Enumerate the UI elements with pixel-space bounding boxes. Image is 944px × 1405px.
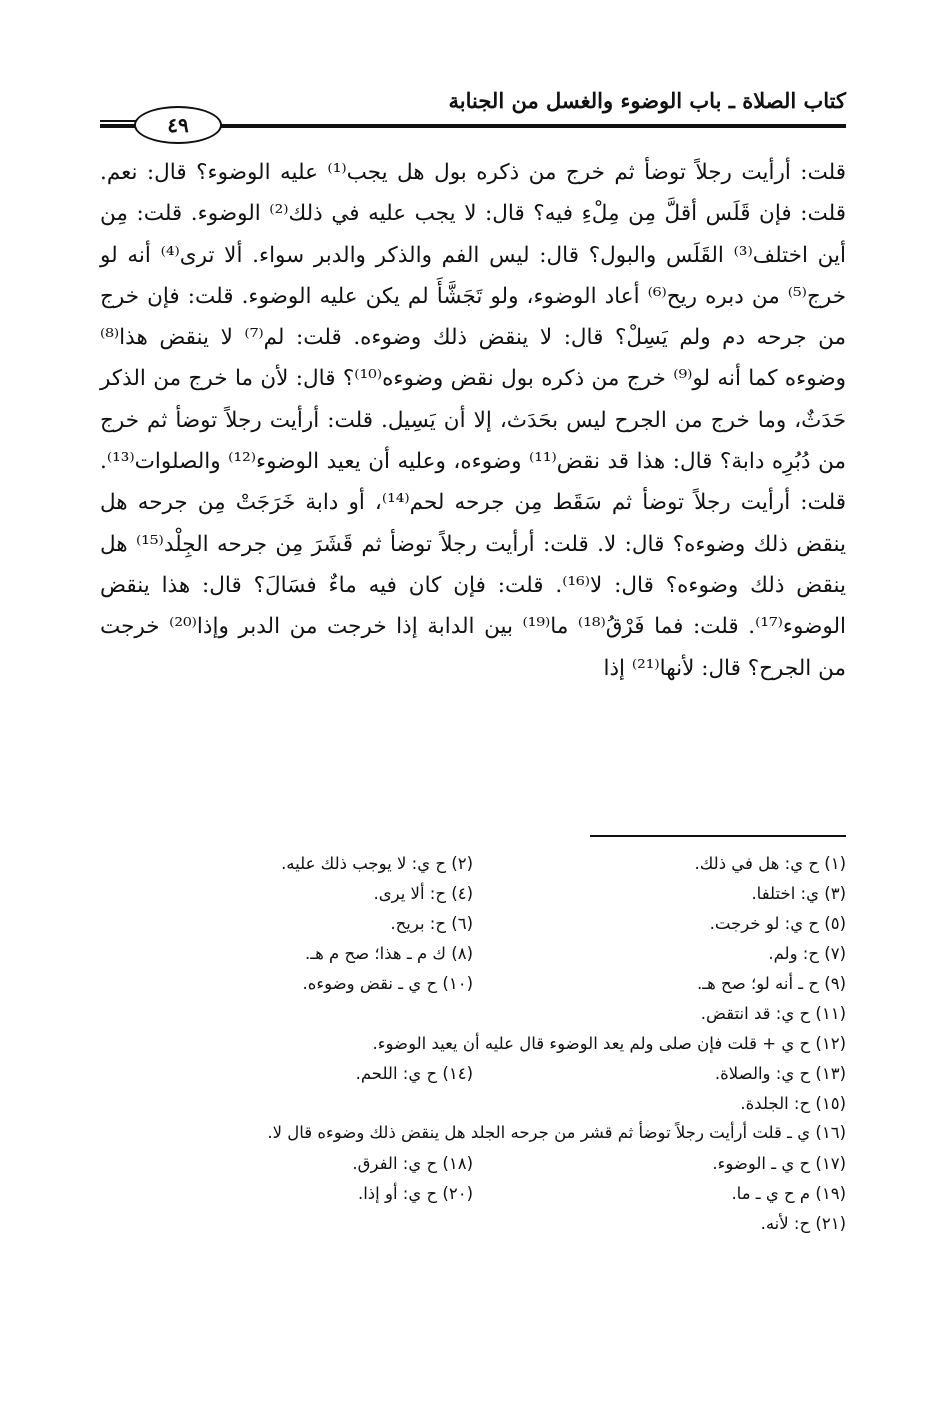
footnote-4: (٤) ح: ألا يرى. (373, 883, 473, 903)
footnote-row (100, 1088, 846, 1118)
footnote-row (100, 848, 846, 878)
footnote-15: (١٥) ح: الجلدة. (740, 1093, 846, 1113)
page-number: ٤٩ (134, 106, 222, 144)
footnote-9: (٩) ح ـ أنه لو؛ صح هـ. (697, 973, 846, 993)
footnote-1: (١) ح ي: هل في ذلك. (694, 853, 846, 873)
page-header (100, 80, 846, 140)
footnote-row (100, 1028, 846, 1058)
footnote-row (100, 968, 846, 998)
footnote-17: (١٧) ح ي ـ الوضوء. (712, 1153, 846, 1173)
footnote-7: (٧) ح: ولم. (768, 943, 846, 963)
footnote-18: (١٨) ح ي: الفرق. (352, 1153, 473, 1173)
footnote-13: (١٣) ح ي: والصلاة. (714, 1063, 846, 1083)
footnote-row (100, 1208, 846, 1238)
footnotes (100, 848, 846, 1238)
footnote-6: (٦) ح: بريح. (390, 913, 473, 933)
footnote-row (100, 938, 846, 968)
footnote-5: (٥) ح ي: لو خرجت. (709, 913, 846, 933)
footnote-separator (590, 835, 846, 837)
footnote-21: (٢١) ح: لأنه. (760, 1213, 846, 1233)
footnote-row (100, 1118, 846, 1148)
footnote-11: (١١) ح ي: قد انتقض. (700, 1003, 846, 1023)
footnote-10: (١٠) ح ي ـ نقض وضوءه. (302, 973, 473, 993)
footnote-16: (١٦) ي ـ قلت أرأيت رجلاً توضأ ثم قشر من جرحه الجلد هل ينقض ذلك وضوءه قال لا. (267, 1123, 846, 1142)
footnote-row (100, 878, 846, 908)
footnote-12: (١٢) ح ي + قلت فإن صلى ولم يعد الوضوء قال عليه أن يعيد الوضوء. (372, 1033, 846, 1053)
footnote-row (100, 1058, 846, 1088)
footnote-row (100, 998, 846, 1028)
footnote-20: (٢٠) ح ي: أو إذا. (357, 1183, 473, 1203)
footnote-14: (١٤) ح ي: اللحم. (355, 1063, 473, 1083)
running-title: كتاب الصلاة ـ باب الوضوء والغسل من الجنابة (448, 88, 846, 113)
footnote-8: (٨) ك م ـ هذا؛ صح م هـ. (305, 943, 473, 963)
footnote-3: (٣) ي: اختلفا. (751, 883, 846, 903)
footnote-row (100, 908, 846, 938)
footnote-row (100, 1148, 846, 1178)
footnote-19: (١٩) م ح ي ـ ما. (731, 1183, 846, 1203)
main-text (100, 152, 846, 689)
main-paragraph: قلت: أرأيت رجلاً توضأ ثم خرج من ذكره بول هل يجب⁽¹⁾ عليه الوضوء؟ قال: نعم. قلت: فإن قَلَس أقلَّ مِن مِلْءِ فيه؟ قال: لا يجب عليه في ذلك⁽²⁾ الوضوء. قلت: مِن أين اختلف⁽³⁾ القَلَس والبول؟ قال: ليس الفم والذكر والدبر سواء. ألا ترى⁽⁴⁾ أنه لو خرج⁽⁵⁾ من دبره ريح⁽⁶⁾ أعاد الوضوء، ولو تَجَشَّأَ لم يكن عليه الوضوء. قلت: فإن خرج من جرحه دم ولم يَسِلْ؟ قال: لا ينقض ذلك وضوءه. قلت: لم⁽⁷⁾ لا ينقض هذا⁽⁸⁾ وضوءه كما أنه لو⁽⁹⁾ خرج من ذكره بول نقض وضوءه⁽¹⁰⁾؟ قال: لأن ما خرج من الذكر حَدَثٌ، وما خرج من الجرح ليس بحَدَث، إلا أن يَسِيل. قلت: أرأيت رجلاً توضأ ثم خرج من دُبُرِه دابة؟ قال: هذا قد نقض⁽¹¹⁾ وضوءه، وعليه أن يعيد الوضوء⁽¹²⁾ والصلوات⁽¹³⁾. قلت: أرأيت رجلاً توضأ ثم سَقَط مِن جرحه لحم⁽¹⁴⁾، أو دابة خَرَجَتْ مِن جرحه هل ينقض ذلك وضوءه؟ قال: لا. قلت: أرأيت رجلاً توضأ ثم قَشَرَ مِن جرحه الجِلْد⁽¹⁵⁾ هل ينقض ذلك وضوءه؟ قال: لا⁽¹⁶⁾. قلت: فإن كان فيه ماءٌ فسَالَ؟ قال: هذا ينقض الوضوء⁽¹⁷⁾. قلت: فما فَرْقُ⁽¹⁸⁾ ما⁽¹⁹⁾ بين الدابة إذا خرجت من الدبر وإذا⁽²⁰⁾ خرجت من الجرح؟ قال: لأنها⁽²¹⁾ إذا (100, 160, 847, 681)
footnote-row (100, 1178, 846, 1208)
footnote-2: (٢) ح ي: لا يوجب ذلك عليه. (281, 853, 473, 873)
